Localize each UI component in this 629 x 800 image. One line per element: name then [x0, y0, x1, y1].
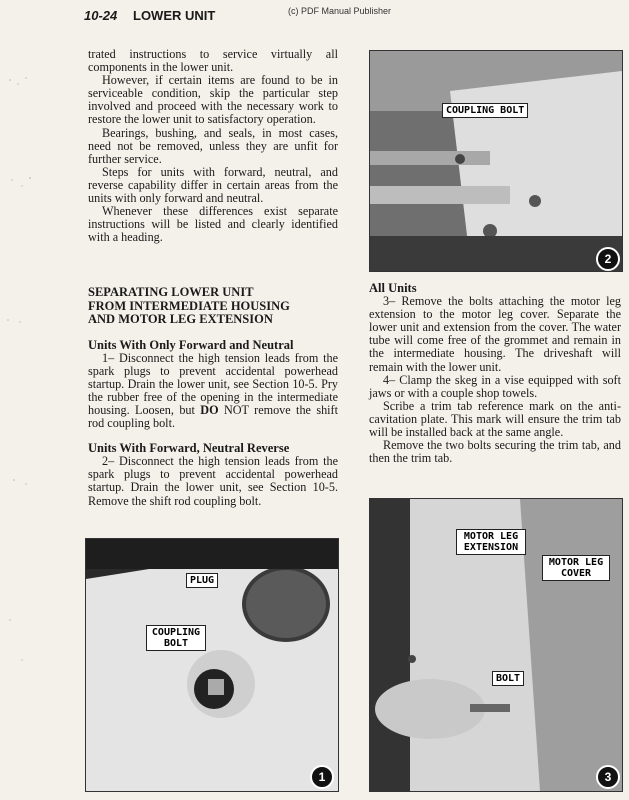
figure-1-photo: [85, 538, 339, 792]
figure-2-photo: [369, 50, 623, 272]
intro-paragraph-1: trated instructions to service virtually all components in the lower unit.: [88, 47, 338, 75]
scan-margin-speckle: [0, 60, 48, 760]
left-intro-text: [88, 48, 338, 244]
trim-tab-removal-text: Remove the two bolts securing the trim tab, and then the trim tab.: [369, 438, 621, 466]
step-3-text: 3– Remove the bolts attaching the motor leg extension to the motor leg cover. Separate the lower unit and extension from the cover. The water tube will come free of the grommet and remain in the intermediate housing. The driveshaft will remain with the lower unit.: [369, 294, 621, 374]
separating-section: [88, 286, 338, 508]
figure-1-label-plug: PLUG: [186, 573, 218, 588]
figure-2-illustration: [370, 51, 622, 271]
intro-paragraph-5: Whenever these differences exist separate instructions will be listed and clearly identified with a heading.: [88, 204, 338, 245]
all-units-heading: All Units: [369, 281, 417, 295]
subheading-forward-neutral-reverse: Units With Forward, Neutral Reverse: [88, 441, 290, 456]
section-title: LOWER UNIT: [133, 8, 216, 23]
intro-paragraph-2: However, if certain items are found to be in serviceable condition, skip the particular step involved and proceed with the necessary work to restore the lower unit to satisfactory operation.: [88, 73, 338, 127]
figure-3-label-motor-leg-cover: MOTOR LEG COVER: [542, 555, 610, 581]
figure-2-number-badge: 2: [596, 247, 620, 271]
figure-3-number-badge: 3: [596, 765, 620, 789]
step-1-text: 1– Disconnect the high tension leads from the spark plugs to prevent accidental powerhead startup. Drain the lower unit, see Section 10-5. Pry the rubber free of the opening in the intermediate housing. Loosen, but DO NOT remove the shift rod coupling bolt.: [88, 350, 338, 431]
subheading-forward-neutral: Units With Only Forward and Neutral: [88, 337, 294, 352]
trim-tab-mark-text: Scribe a trim tab reference mark on the anti-cavitation plate. This mark will ensure the trim tab will be installed back at the same angle.: [369, 398, 621, 440]
figure-2-label-coupling-bolt: COUPLING BOLT: [442, 103, 528, 118]
watermark: (c) PDF Manual Publisher: [288, 6, 392, 16]
section-heading-line-2: FROM INTERMEDIATE HOUSING: [88, 298, 290, 313]
step-4-text: 4– Clamp the skeg in a vise equipped with soft jaws or with a couple shop towels.: [369, 372, 621, 400]
figure-3-label-motor-leg-extension: MOTOR LEG EXTENSION: [456, 529, 526, 555]
figure-3-photo: [369, 498, 623, 792]
all-units-section: [369, 282, 621, 465]
section-heading-line-1: SEPARATING LOWER UNIT: [88, 285, 254, 299]
section-heading-line-3: AND MOTOR LEG EXTENSION: [88, 312, 273, 326]
step-2-text: 2– Disconnect the high tension leads from the spark plugs to prevent accidental powerhead startup. Drain the lower unit, see Section 10-5. Remove the shift rod coupling bolt.: [88, 454, 338, 508]
figure-3-label-bolt: BOLT: [492, 671, 524, 686]
intro-paragraph-3: Bearings, bushing, and seals, in most cases, need not be removed, unless they are unfit for further service.: [88, 125, 338, 166]
figure-1-label-coupling-bolt: COUPLING BOLT: [146, 625, 206, 651]
figure-1-number-badge: 1: [310, 765, 334, 789]
step-1-emphasis: DO: [200, 402, 219, 417]
intro-paragraph-4: Steps for units with forward, neutral, and reverse capability differ in certain areas from the units with only forward and neutral.: [88, 164, 338, 206]
page-number: 10-24: [84, 8, 118, 23]
